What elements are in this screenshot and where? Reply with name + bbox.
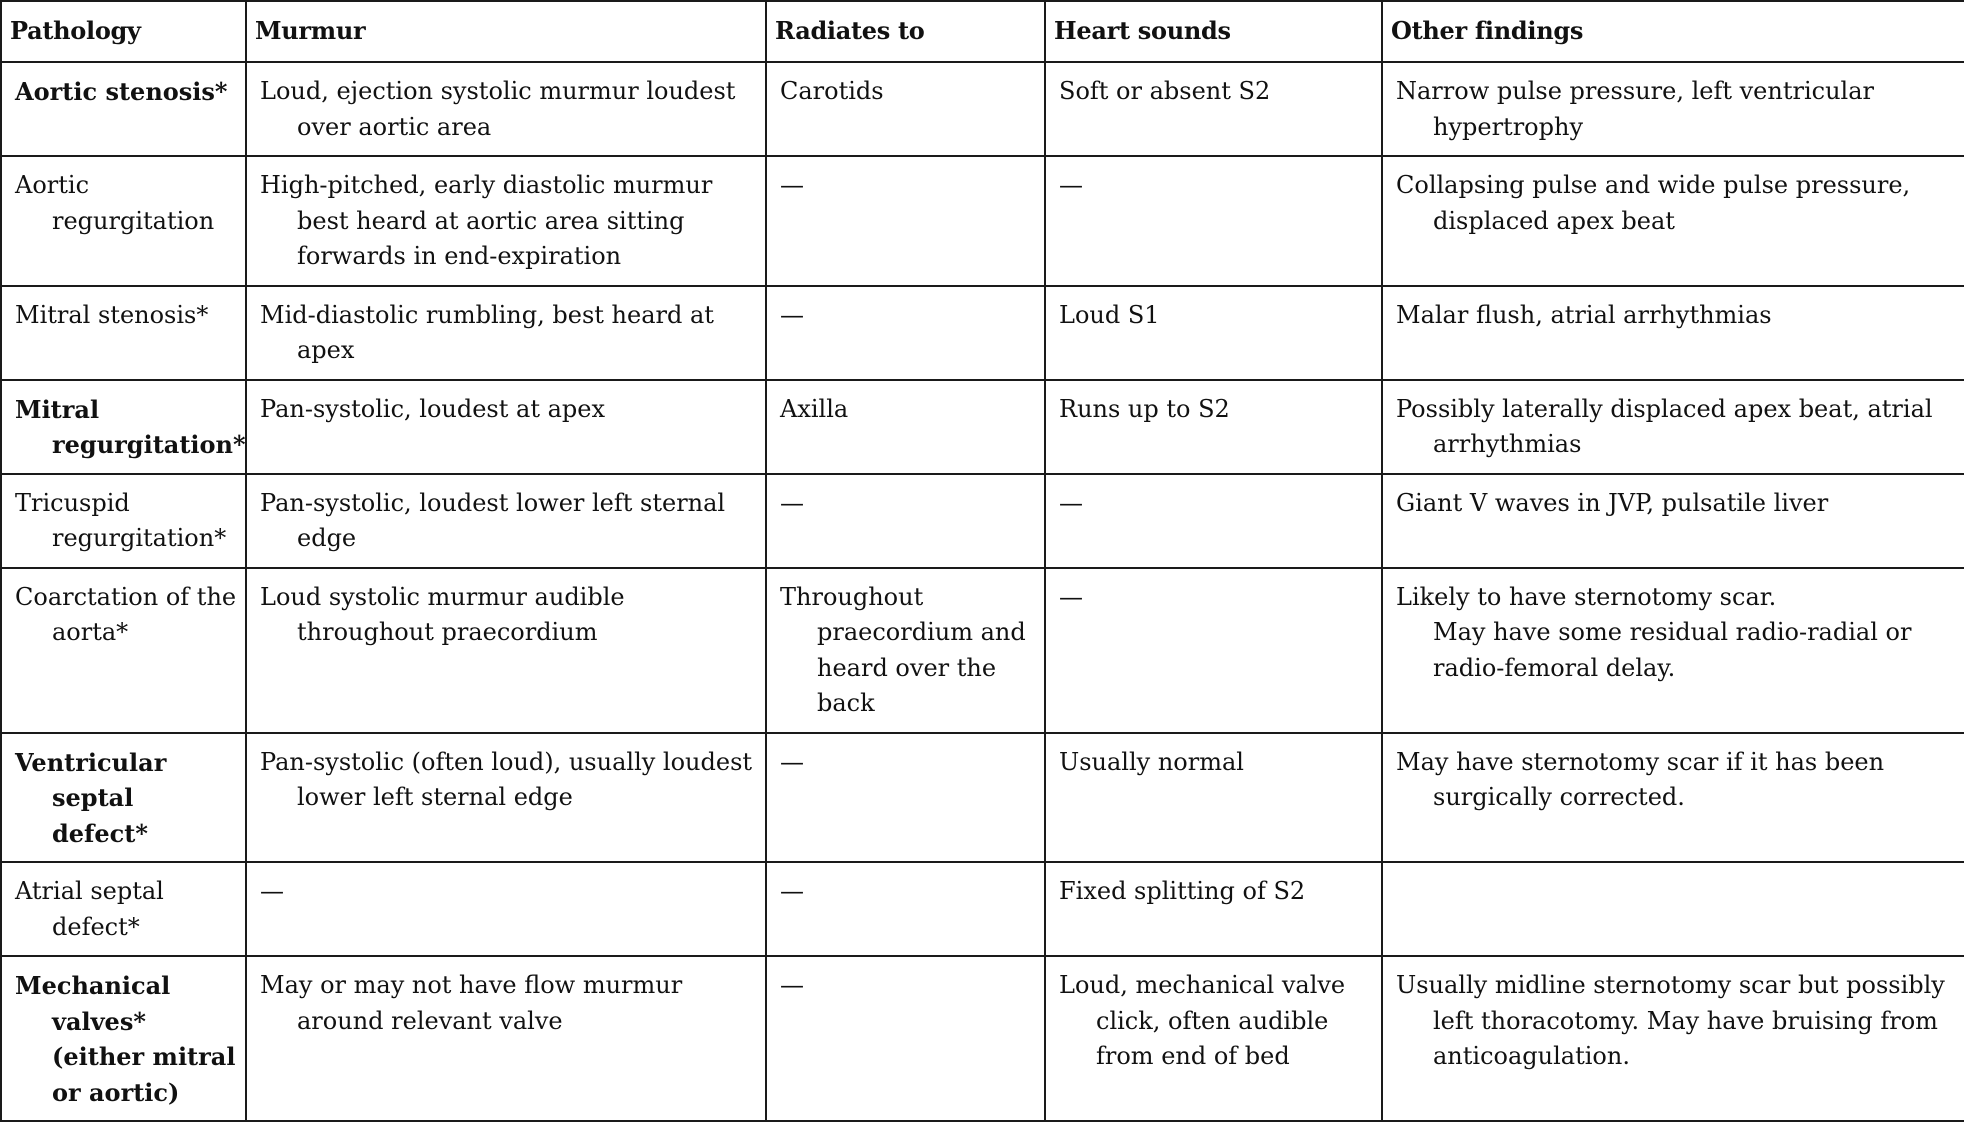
cell-heart-sounds [1045, 956, 1382, 1121]
heart-sounds-text: — [1059, 171, 1083, 199]
murmur-text: High-pitched, early diastolic murmur best heard at aortic area sitting forwards in end-expiration [260, 171, 713, 270]
table-row-atrial-septal-defect [1, 862, 1964, 956]
cell-murmur [246, 62, 766, 156]
heart-sounds-text: — [1059, 488, 1083, 517]
pathology-text: Mechanical valves* (either mitral or aortic) [15, 971, 236, 1107]
pathology-text: Tricuspid regurgitation* [15, 488, 227, 552]
cell-other-findings [1382, 862, 1964, 956]
pathology-text: Mitral regurgitation* [15, 394, 246, 459]
cell-pathology [1, 733, 246, 863]
cell-other-findings [1382, 62, 1964, 156]
other-findings-text: Giant V waves in JVP, pulsatile liver [1396, 488, 1829, 517]
cell-murmur [246, 474, 766, 568]
cell-pathology [1, 956, 246, 1121]
murmur-text: Mid-diastolic rumbling, best heard at apex [260, 300, 714, 364]
cell-radiates [766, 156, 1045, 286]
cell-radiates [766, 568, 1045, 733]
table-row-mitral-stenosis [1, 286, 1964, 380]
murmur-text: Pan-systolic (often loud), usually loudest lower left sternal edge [260, 747, 753, 811]
cell-murmur [246, 733, 766, 863]
other-findings-text: Collapsing pulse and wide pulse pressure, displaced apex beat [1396, 171, 1911, 235]
cell-pathology [1, 474, 246, 568]
header-murmur: Murmur [246, 1, 766, 62]
radiates-text: — [780, 171, 804, 199]
cell-murmur [246, 286, 766, 380]
other-findings-text: Narrow pulse pressure, left ventricular hypertrophy [1396, 77, 1874, 141]
cell-murmur [246, 956, 766, 1121]
heart-sounds-text: — [1059, 582, 1083, 611]
cell-pathology [1, 286, 246, 380]
radiates-text: Throughout praecordium and heard over the back [780, 582, 1026, 717]
cell-radiates [766, 733, 1045, 863]
cell-heart-sounds [1045, 62, 1382, 156]
table-header-row [1, 1, 1964, 62]
murmur-text: Pan-systolic, loudest at apex [260, 394, 606, 423]
cell-other-findings [1382, 156, 1964, 286]
header-pathology: Pathology [1, 1, 246, 62]
cell-radiates [766, 380, 1045, 474]
cell-pathology [1, 568, 246, 733]
other-findings-text: Possibly laterally displaced apex beat, atrial arrhythmias [1396, 394, 1933, 458]
cell-radiates [766, 286, 1045, 380]
cell-pathology [1, 156, 246, 286]
cell-heart-sounds [1045, 862, 1382, 956]
header-radiates-to: Radiates to [766, 1, 1045, 62]
heart-sounds-text: Loud, mechanical valve click, often audible from end of bed [1059, 971, 1346, 1070]
radiates-text: — [780, 300, 804, 329]
cell-other-findings [1382, 474, 1964, 568]
table-row-aortic-regurgitation [1, 156, 1964, 286]
cell-radiates [766, 62, 1045, 156]
cell-murmur [246, 568, 766, 733]
cell-heart-sounds [1045, 156, 1382, 286]
pathology-text: Aortic stenosis* [15, 77, 228, 106]
cell-heart-sounds [1045, 568, 1382, 733]
pathology-text: Ventricular septal defect* [15, 747, 167, 848]
radiates-text: Axilla [780, 394, 849, 423]
other-findings-text: Likely to have sternotomy scar. [1396, 582, 1777, 611]
murmur-text: May or may not have flow murmur around relevant valve [260, 971, 683, 1035]
cell-other-findings [1382, 286, 1964, 380]
heart-sounds-text: Runs up to S2 [1059, 394, 1230, 423]
pathology-text: Atrial septal defect* [15, 877, 164, 941]
cell-heart-sounds [1045, 380, 1382, 474]
other-findings-extra-text: May have some residual radio-radial or radio-femoral delay. [1433, 618, 1912, 682]
cell-radiates [766, 862, 1045, 956]
heart-sounds-text: Usually normal [1059, 747, 1244, 776]
table-row-mechanical-valves [1, 956, 1964, 1121]
cell-heart-sounds [1045, 474, 1382, 568]
cell-murmur [246, 156, 766, 286]
radiates-text: — [780, 747, 804, 776]
other-findings-text: May have sternotomy scar if it has been surgically corrected. [1396, 747, 1885, 811]
radiates-text: — [780, 877, 804, 905]
radiates-text: — [780, 488, 804, 517]
pathology-text: Mitral stenosis* [15, 300, 209, 329]
cell-other-findings [1382, 733, 1964, 863]
cell-other-findings [1382, 568, 1964, 733]
header-other-findings: Other findings [1382, 1, 1964, 62]
heart-sounds-text: Fixed splitting of S2 [1059, 877, 1306, 905]
cell-heart-sounds [1045, 286, 1382, 380]
cell-radiates [766, 474, 1045, 568]
cell-murmur [246, 862, 766, 956]
cell-murmur [246, 380, 766, 474]
murmur-text: Loud, ejection systolic murmur loudest over aortic area [260, 77, 736, 141]
pathology-text: Coarctation of the aorta* [15, 582, 237, 646]
table-row-ventricular-septal-defect [1, 733, 1964, 863]
table-row-tricuspid-regurgitation [1, 474, 1964, 568]
table-row-coarctation [1, 568, 1964, 733]
pathology-text: Aortic regurgitation [15, 171, 215, 235]
cell-pathology [1, 62, 246, 156]
header-heart-sounds: Heart sounds [1045, 1, 1382, 62]
murmur-text: — [260, 877, 284, 905]
heart-sounds-text: Loud S1 [1059, 300, 1160, 329]
table-row-aortic-stenosis [1, 62, 1964, 156]
cell-heart-sounds [1045, 733, 1382, 863]
cell-other-findings [1382, 956, 1964, 1121]
other-findings-text: Usually midline sternotomy scar but possibly left thoracotomy. May have bruising from anticoagulation. [1396, 971, 1945, 1070]
cell-pathology [1, 862, 246, 956]
murmur-text: Loud systolic murmur audible throughout praecordium [260, 582, 625, 646]
radiates-text: Carotids [780, 77, 884, 105]
cell-other-findings [1382, 380, 1964, 474]
table-row-mitral-regurgitation [1, 380, 1964, 474]
cell-pathology [1, 380, 246, 474]
murmur-text: Pan-systolic, loudest lower left sternal edge [260, 488, 726, 552]
heart-sounds-text: Soft or absent S2 [1059, 77, 1271, 105]
radiates-text: — [780, 971, 804, 999]
other-findings-text: Malar flush, atrial arrhythmias [1396, 300, 1772, 329]
cell-radiates [766, 956, 1045, 1121]
